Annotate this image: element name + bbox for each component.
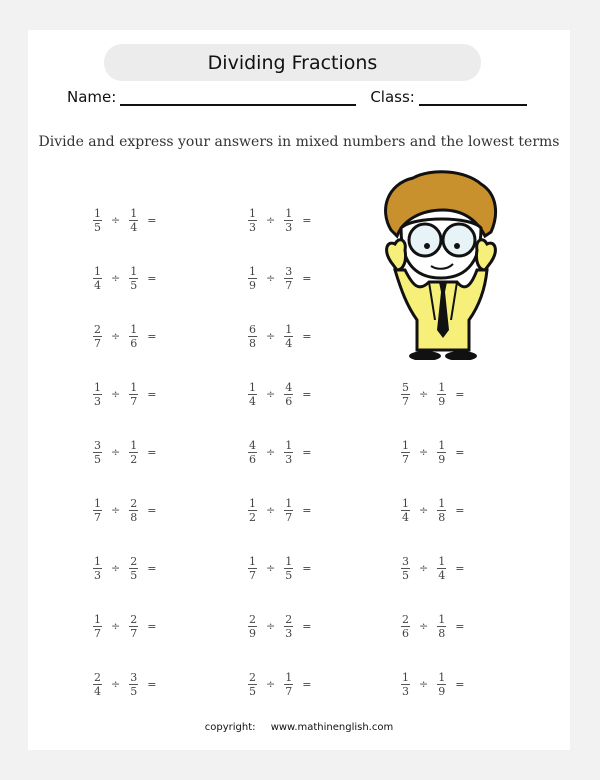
division-problem bbox=[248, 556, 311, 581]
numerator: 4 bbox=[285, 381, 293, 394]
denominator: 7 bbox=[285, 511, 293, 524]
divide-sign: ÷ bbox=[419, 388, 429, 401]
numerator: 3 bbox=[130, 671, 138, 684]
equals-sign: = bbox=[302, 678, 312, 691]
division-problem bbox=[248, 208, 311, 233]
denominator: 7 bbox=[130, 627, 138, 640]
divide-sign: ÷ bbox=[266, 504, 276, 517]
b-fraction bbox=[284, 208, 293, 233]
denominator: 8 bbox=[249, 337, 256, 350]
a-fraction bbox=[93, 324, 102, 349]
denominator: 4 bbox=[249, 395, 256, 408]
denominator: 3 bbox=[249, 221, 256, 234]
numerator: 1 bbox=[94, 207, 101, 220]
b-fraction bbox=[284, 498, 293, 523]
denominator: 3 bbox=[402, 685, 409, 698]
a-fraction bbox=[93, 382, 102, 407]
equals-sign: = bbox=[455, 562, 465, 575]
denominator: 5 bbox=[130, 685, 138, 698]
b-fraction bbox=[437, 556, 446, 581]
divide-sign: ÷ bbox=[419, 620, 429, 633]
denominator: 4 bbox=[438, 569, 446, 582]
name-line bbox=[120, 90, 356, 106]
division-problem bbox=[248, 672, 311, 697]
numerator: 6 bbox=[249, 323, 256, 336]
denominator: 5 bbox=[285, 569, 293, 582]
equals-sign: = bbox=[147, 330, 157, 343]
denominator: 3 bbox=[94, 569, 101, 582]
denominator: 8 bbox=[438, 511, 446, 524]
b-fraction bbox=[284, 440, 293, 465]
denominator: 7 bbox=[285, 279, 293, 292]
numerator: 3 bbox=[402, 555, 409, 568]
divide-sign: ÷ bbox=[419, 678, 429, 691]
numerator: 1 bbox=[94, 555, 101, 568]
numerator: 1 bbox=[402, 497, 409, 510]
denominator: 6 bbox=[130, 337, 138, 350]
denominator: 7 bbox=[285, 685, 293, 698]
numerator: 1 bbox=[285, 497, 293, 510]
equals-sign: = bbox=[455, 678, 465, 691]
a-fraction bbox=[248, 614, 257, 639]
divide-sign: ÷ bbox=[111, 330, 121, 343]
denominator: 7 bbox=[402, 395, 409, 408]
denominator: 6 bbox=[285, 395, 293, 408]
numerator: 1 bbox=[130, 439, 138, 452]
division-problem bbox=[401, 382, 464, 407]
divide-sign: ÷ bbox=[266, 562, 276, 575]
equals-sign: = bbox=[302, 562, 312, 575]
divide-sign: ÷ bbox=[419, 446, 429, 459]
b-fraction bbox=[284, 614, 293, 639]
numerator: 3 bbox=[285, 265, 293, 278]
b-fraction bbox=[129, 672, 138, 697]
denominator: 5 bbox=[130, 279, 138, 292]
b-fraction bbox=[284, 556, 293, 581]
b-fraction bbox=[437, 440, 446, 465]
denominator: 9 bbox=[438, 453, 446, 466]
divide-sign: ÷ bbox=[111, 388, 121, 401]
b-fraction bbox=[129, 440, 138, 465]
a-fraction bbox=[93, 614, 102, 639]
denominator: 3 bbox=[285, 453, 293, 466]
denominator: 6 bbox=[402, 627, 409, 640]
worksheet-page bbox=[28, 30, 570, 750]
divide-sign: ÷ bbox=[266, 678, 276, 691]
numerator: 1 bbox=[130, 207, 138, 220]
b-fraction bbox=[129, 324, 138, 349]
denominator: 4 bbox=[130, 221, 138, 234]
numerator: 1 bbox=[249, 381, 256, 394]
division-problem bbox=[248, 382, 311, 407]
division-problem bbox=[93, 614, 156, 639]
a-fraction bbox=[401, 672, 410, 697]
numerator: 1 bbox=[285, 439, 293, 452]
a-fraction bbox=[93, 440, 102, 465]
denominator: 4 bbox=[94, 279, 101, 292]
divide-sign: ÷ bbox=[266, 388, 276, 401]
b-fraction bbox=[129, 382, 138, 407]
b-fraction bbox=[284, 266, 293, 291]
a-fraction bbox=[93, 266, 102, 291]
b-fraction bbox=[129, 556, 138, 581]
numerator: 2 bbox=[130, 555, 138, 568]
denominator: 8 bbox=[130, 511, 138, 524]
division-problem bbox=[93, 382, 156, 407]
numerator: 1 bbox=[94, 265, 101, 278]
denominator: 5 bbox=[130, 569, 138, 582]
name-class-row bbox=[67, 88, 527, 106]
equals-sign: = bbox=[147, 504, 157, 517]
numerator: 2 bbox=[94, 323, 101, 336]
denominator: 9 bbox=[438, 395, 446, 408]
division-problem bbox=[248, 266, 311, 291]
divide-sign: ÷ bbox=[111, 272, 121, 285]
numerator: 4 bbox=[249, 439, 256, 452]
worksheet-title: Dividing Fractions bbox=[104, 44, 481, 81]
division-problem bbox=[248, 440, 311, 465]
numerator: 2 bbox=[94, 671, 101, 684]
numerator: 1 bbox=[249, 265, 256, 278]
numerator: 1 bbox=[94, 497, 101, 510]
division-problem bbox=[248, 498, 311, 523]
a-fraction bbox=[248, 498, 257, 523]
numerator: 1 bbox=[94, 613, 101, 626]
divide-sign: ÷ bbox=[266, 620, 276, 633]
divide-sign: ÷ bbox=[111, 214, 121, 227]
denominator: 7 bbox=[94, 627, 101, 640]
division-problem bbox=[93, 440, 156, 465]
equals-sign: = bbox=[455, 620, 465, 633]
numerator: 5 bbox=[402, 381, 409, 394]
b-fraction bbox=[129, 614, 138, 639]
division-problem bbox=[93, 208, 156, 233]
division-problem bbox=[401, 614, 464, 639]
denominator: 5 bbox=[94, 221, 101, 234]
equals-sign: = bbox=[455, 388, 465, 401]
equals-sign: = bbox=[455, 446, 465, 459]
instructions: Divide and express your answers in mixed numbers and the lowest terms bbox=[38, 134, 560, 150]
a-fraction bbox=[401, 498, 410, 523]
denominator: 8 bbox=[438, 627, 446, 640]
numerator: 1 bbox=[249, 555, 256, 568]
a-fraction bbox=[401, 382, 410, 407]
division-problem bbox=[401, 672, 464, 697]
b-fraction bbox=[284, 672, 293, 697]
numerator: 1 bbox=[438, 671, 446, 684]
divide-sign: ÷ bbox=[111, 562, 121, 575]
division-problem bbox=[93, 556, 156, 581]
cartoon-boy-svg bbox=[373, 170, 513, 360]
b-fraction bbox=[129, 498, 138, 523]
name-label: Name: bbox=[67, 88, 117, 106]
denominator: 4 bbox=[285, 337, 293, 350]
numerator: 1 bbox=[285, 323, 293, 336]
division-problem bbox=[93, 498, 156, 523]
a-fraction bbox=[248, 556, 257, 581]
divide-sign: ÷ bbox=[266, 330, 276, 343]
a-fraction bbox=[93, 208, 102, 233]
numerator: 1 bbox=[438, 613, 446, 626]
denominator: 3 bbox=[285, 221, 293, 234]
a-fraction bbox=[93, 498, 102, 523]
denominator: 3 bbox=[94, 395, 101, 408]
numerator: 1 bbox=[402, 439, 409, 452]
numerator: 2 bbox=[130, 497, 138, 510]
numerator: 1 bbox=[402, 671, 409, 684]
b-fraction bbox=[284, 382, 293, 407]
b-fraction bbox=[437, 672, 446, 697]
divide-sign: ÷ bbox=[111, 446, 121, 459]
denominator: 5 bbox=[94, 453, 101, 466]
denominator: 7 bbox=[130, 395, 138, 408]
denominator: 7 bbox=[402, 453, 409, 466]
denominator: 7 bbox=[94, 337, 101, 350]
numerator: 3 bbox=[94, 439, 101, 452]
denominator: 4 bbox=[94, 685, 101, 698]
class-line bbox=[419, 90, 527, 106]
equals-sign: = bbox=[147, 620, 157, 633]
b-fraction bbox=[129, 208, 138, 233]
a-fraction bbox=[248, 266, 257, 291]
equals-sign: = bbox=[147, 272, 157, 285]
a-fraction bbox=[401, 614, 410, 639]
equals-sign: = bbox=[302, 504, 312, 517]
divide-sign: ÷ bbox=[111, 620, 121, 633]
denominator: 2 bbox=[130, 453, 138, 466]
denominator: 5 bbox=[402, 569, 409, 582]
denominator: 9 bbox=[249, 279, 256, 292]
division-problem bbox=[401, 498, 464, 523]
divide-sign: ÷ bbox=[419, 562, 429, 575]
a-fraction bbox=[401, 440, 410, 465]
equals-sign: = bbox=[302, 330, 312, 343]
equals-sign: = bbox=[147, 562, 157, 575]
numerator: 2 bbox=[249, 613, 256, 626]
numerator: 1 bbox=[285, 671, 293, 684]
numerator: 1 bbox=[130, 265, 138, 278]
numerator: 1 bbox=[249, 207, 256, 220]
numerator: 1 bbox=[285, 555, 293, 568]
equals-sign: = bbox=[302, 446, 312, 459]
equals-sign: = bbox=[147, 388, 157, 401]
divide-sign: ÷ bbox=[111, 504, 121, 517]
footer bbox=[28, 722, 570, 733]
numerator: 1 bbox=[130, 323, 138, 336]
denominator: 7 bbox=[249, 569, 256, 582]
b-fraction bbox=[129, 266, 138, 291]
divide-sign: ÷ bbox=[111, 678, 121, 691]
divide-sign: ÷ bbox=[266, 214, 276, 227]
b-fraction bbox=[284, 324, 293, 349]
denominator: 5 bbox=[249, 685, 256, 698]
divide-sign: ÷ bbox=[419, 504, 429, 517]
b-fraction bbox=[437, 382, 446, 407]
denominator: 7 bbox=[94, 511, 101, 524]
divide-sign: ÷ bbox=[266, 446, 276, 459]
b-fraction bbox=[437, 498, 446, 523]
equals-sign: = bbox=[302, 388, 312, 401]
numerator: 1 bbox=[438, 497, 446, 510]
numerator: 1 bbox=[94, 381, 101, 394]
division-problem bbox=[248, 324, 311, 349]
b-fraction bbox=[437, 614, 446, 639]
equals-sign: = bbox=[302, 214, 312, 227]
numerator: 2 bbox=[130, 613, 138, 626]
numerator: 1 bbox=[438, 555, 446, 568]
numerator: 2 bbox=[285, 613, 293, 626]
denominator: 4 bbox=[402, 511, 409, 524]
equals-sign: = bbox=[302, 272, 312, 285]
a-fraction bbox=[401, 556, 410, 581]
footer-site-link[interactable]: www.mathinenglish.com bbox=[270, 722, 394, 733]
numerator: 1 bbox=[438, 381, 446, 394]
a-fraction bbox=[248, 324, 257, 349]
numerator: 2 bbox=[249, 671, 256, 684]
division-problem bbox=[401, 440, 464, 465]
denominator: 9 bbox=[438, 685, 446, 698]
equals-sign: = bbox=[147, 214, 157, 227]
denominator: 2 bbox=[249, 511, 256, 524]
a-fraction bbox=[248, 672, 257, 697]
division-problem bbox=[93, 672, 156, 697]
denominator: 3 bbox=[285, 627, 293, 640]
numerator: 1 bbox=[285, 207, 293, 220]
division-problem bbox=[93, 266, 156, 291]
equals-sign: = bbox=[455, 504, 465, 517]
equals-sign: = bbox=[147, 446, 157, 459]
denominator: 6 bbox=[249, 453, 256, 466]
numerator: 1 bbox=[130, 381, 138, 394]
equals-sign: = bbox=[147, 678, 157, 691]
division-problem bbox=[401, 556, 464, 581]
divide-sign: ÷ bbox=[266, 272, 276, 285]
numerator: 1 bbox=[249, 497, 256, 510]
class-label: Class: bbox=[370, 88, 415, 106]
division-problem bbox=[248, 614, 311, 639]
a-fraction bbox=[248, 440, 257, 465]
copyright-label: copyright: bbox=[204, 722, 256, 733]
a-fraction bbox=[93, 672, 102, 697]
a-fraction bbox=[248, 382, 257, 407]
cartoon-boy-with-glasses-illustration bbox=[373, 170, 513, 364]
a-fraction bbox=[93, 556, 102, 581]
numerator: 1 bbox=[438, 439, 446, 452]
equals-sign: = bbox=[302, 620, 312, 633]
division-problem bbox=[93, 324, 156, 349]
numerator: 2 bbox=[402, 613, 409, 626]
a-fraction bbox=[248, 208, 257, 233]
denominator: 9 bbox=[249, 627, 256, 640]
